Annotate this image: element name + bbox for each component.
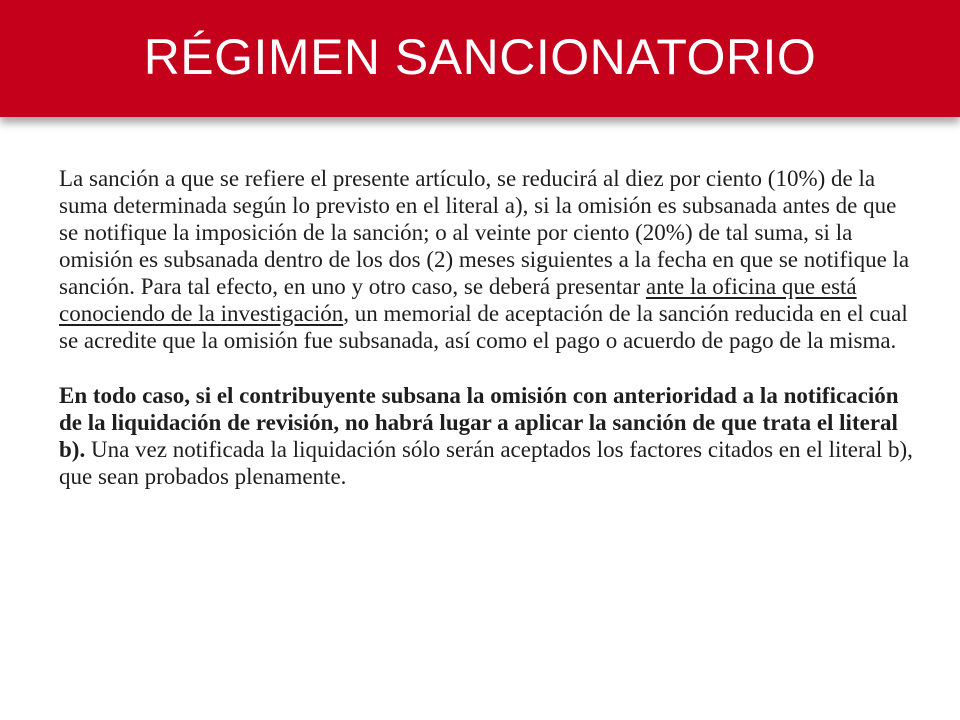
paragraph-1-text-after: , un memorial de aceptación de la sanción reducida en el cual se acredite que la omisión fue subsanada, así como el pago o acuerdo de pago de la misma. (59, 301, 908, 353)
underlined-phrase: ante la oficina que está conociendo de la investigación (59, 274, 857, 326)
paragraph-2-text-after: Una vez notificada la liquidación sólo serán aceptados los factores citados en el literal b), que sean probados plenamente. (59, 437, 913, 489)
slide-title: RÉGIMEN SANCIONATORIO (143, 28, 817, 85)
paragraph-1-text-before: La sanción a que se refiere el presente artículo, se reducirá al diez por ciento (10%) de la suma determinada según lo previsto en el literal a), si la omisión es subsanada antes de que se notifique la imposición de la sanción; o al veinte por ciento (20%) de tal suma, si la omisión es subsanada dentro de los dos (2) meses siguientes a la fecha en que se notifique la sanción. Para tal efecto, en uno y otro caso, se deberá presentar (59, 166, 910, 299)
paragraph-2 (59, 382, 919, 490)
title-bar (0, 0, 960, 117)
slide-body (59, 165, 919, 490)
paragraph-2-bold-text: En todo caso, si el contribuyente subsana la omisión con anterioridad a la notificación de la liquidación de revisión, no habrá lugar a aplicar la sanción de que trata el literal b). (59, 383, 899, 462)
paragraph-1 (59, 165, 919, 354)
